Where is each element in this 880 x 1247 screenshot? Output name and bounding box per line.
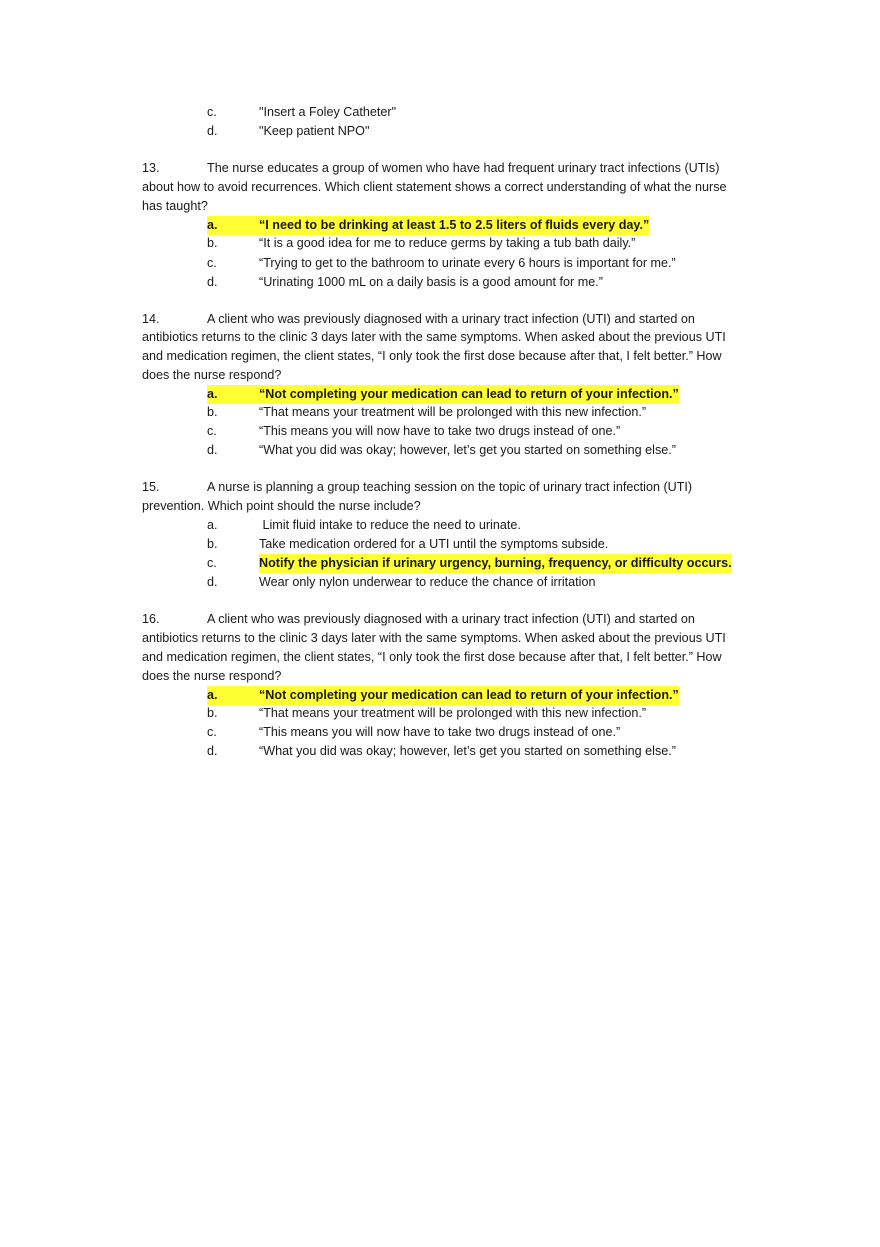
option-text: “This means you will now have to take two drugs instead of one.” bbox=[259, 424, 621, 438]
option-text: Wear only nylon underwear to reduce the chance of irritation bbox=[259, 575, 596, 589]
question-stem: antibiotics returns to the clinic 3 days later with the same symptoms. When asked about the previous UTI bbox=[142, 330, 726, 344]
option-letter: d. bbox=[207, 744, 218, 758]
option-text: “This means you will now have to take two drugs instead of one.” bbox=[259, 725, 621, 739]
question-number: 13. bbox=[142, 161, 160, 175]
option-text: “What you did was okay; however, let’s get you started on something else.” bbox=[259, 744, 676, 758]
question-stem: A client who was previously diagnosed with a urinary tract infection (UTI) and started on bbox=[207, 312, 695, 326]
option-letter-highlighted: a. bbox=[207, 385, 259, 404]
question-stem: and medication regimen, the client states, “I only took the first dose because after that, I felt better.” How bbox=[142, 349, 722, 363]
question-number: 15. bbox=[142, 480, 160, 494]
option-letter-highlighted: a. bbox=[207, 216, 259, 235]
option-letter: b. bbox=[207, 706, 218, 720]
option-text: “Trying to get to the bathroom to urinate every 6 hours is important for me.” bbox=[259, 256, 676, 270]
question-number: 16. bbox=[142, 612, 160, 626]
option-text: “That means your treatment will be prolonged with this new infection.” bbox=[259, 405, 647, 419]
question-number: 14. bbox=[142, 312, 160, 326]
option-text: Take medication ordered for a UTI until the symptoms subside. bbox=[259, 537, 609, 551]
option-letter: a. bbox=[207, 518, 218, 532]
option-text: "Insert a Foley Catheter" bbox=[259, 105, 397, 119]
option-letter: d. bbox=[207, 275, 218, 289]
correct-answer-text: Notify the physician if urinary urgency, burning, frequency, or difficulty occurs. bbox=[259, 554, 732, 573]
option-letter: c. bbox=[207, 556, 217, 570]
question-stem: does the nurse respond? bbox=[142, 368, 282, 382]
question-stem: has taught? bbox=[142, 199, 208, 213]
correct-answer-text: “I need to be drinking at least 1.5 to 2.5 liters of fluids every day.” bbox=[259, 216, 649, 235]
question-stem: The nurse educates a group of women who have had frequent urinary tract infections (UTIs) bbox=[207, 161, 720, 175]
question-stem: and medication regimen, the client states, “I only took the first dose because after that, I felt better.” How bbox=[142, 650, 722, 664]
question-stem: A client who was previously diagnosed with a urinary tract infection (UTI) and started on bbox=[207, 612, 695, 626]
option-letter: c. bbox=[207, 725, 217, 739]
option-letter: d. bbox=[207, 443, 218, 457]
option-text: “Urinating 1000 mL on a daily basis is a good amount for me.” bbox=[259, 275, 603, 289]
option-letter: c. bbox=[207, 105, 217, 119]
question-stem: about how to avoid recurrences. Which client statement shows a correct understanding of what the nurse bbox=[142, 180, 727, 194]
option-letter: d. bbox=[207, 124, 218, 138]
option-text: “It is a good idea for me to reduce germs by taking a tub bath daily.” bbox=[259, 236, 636, 250]
question-stem: A nurse is planning a group teaching session on the topic of urinary tract infection (UTI) bbox=[207, 480, 693, 494]
option-text: "Keep patient NPO" bbox=[259, 124, 370, 138]
correct-answer-text: “Not completing your medication can lead to return of your infection.” bbox=[259, 686, 679, 705]
option-letter: b. bbox=[207, 236, 218, 250]
question-stem: antibiotics returns to the clinic 3 days later with the same symptoms. When asked about the previous UTI bbox=[142, 631, 726, 645]
correct-answer-text: “Not completing your medication can lead to return of your infection.” bbox=[259, 385, 679, 404]
option-letter-highlighted: a. bbox=[207, 686, 259, 705]
question-stem: prevention. Which point should the nurse include? bbox=[142, 499, 421, 513]
option-letter: b. bbox=[207, 405, 218, 419]
option-text: Limit fluid intake to reduce the need to urinate. bbox=[259, 518, 521, 532]
option-letter: c. bbox=[207, 256, 217, 270]
option-text: “What you did was okay; however, let’s get you started on something else.” bbox=[259, 443, 676, 457]
question-stem: does the nurse respond? bbox=[142, 669, 282, 683]
option-letter: d. bbox=[207, 575, 218, 589]
option-text: “That means your treatment will be prolonged with this new infection.” bbox=[259, 706, 647, 720]
option-letter: b. bbox=[207, 537, 218, 551]
option-letter: c. bbox=[207, 424, 217, 438]
